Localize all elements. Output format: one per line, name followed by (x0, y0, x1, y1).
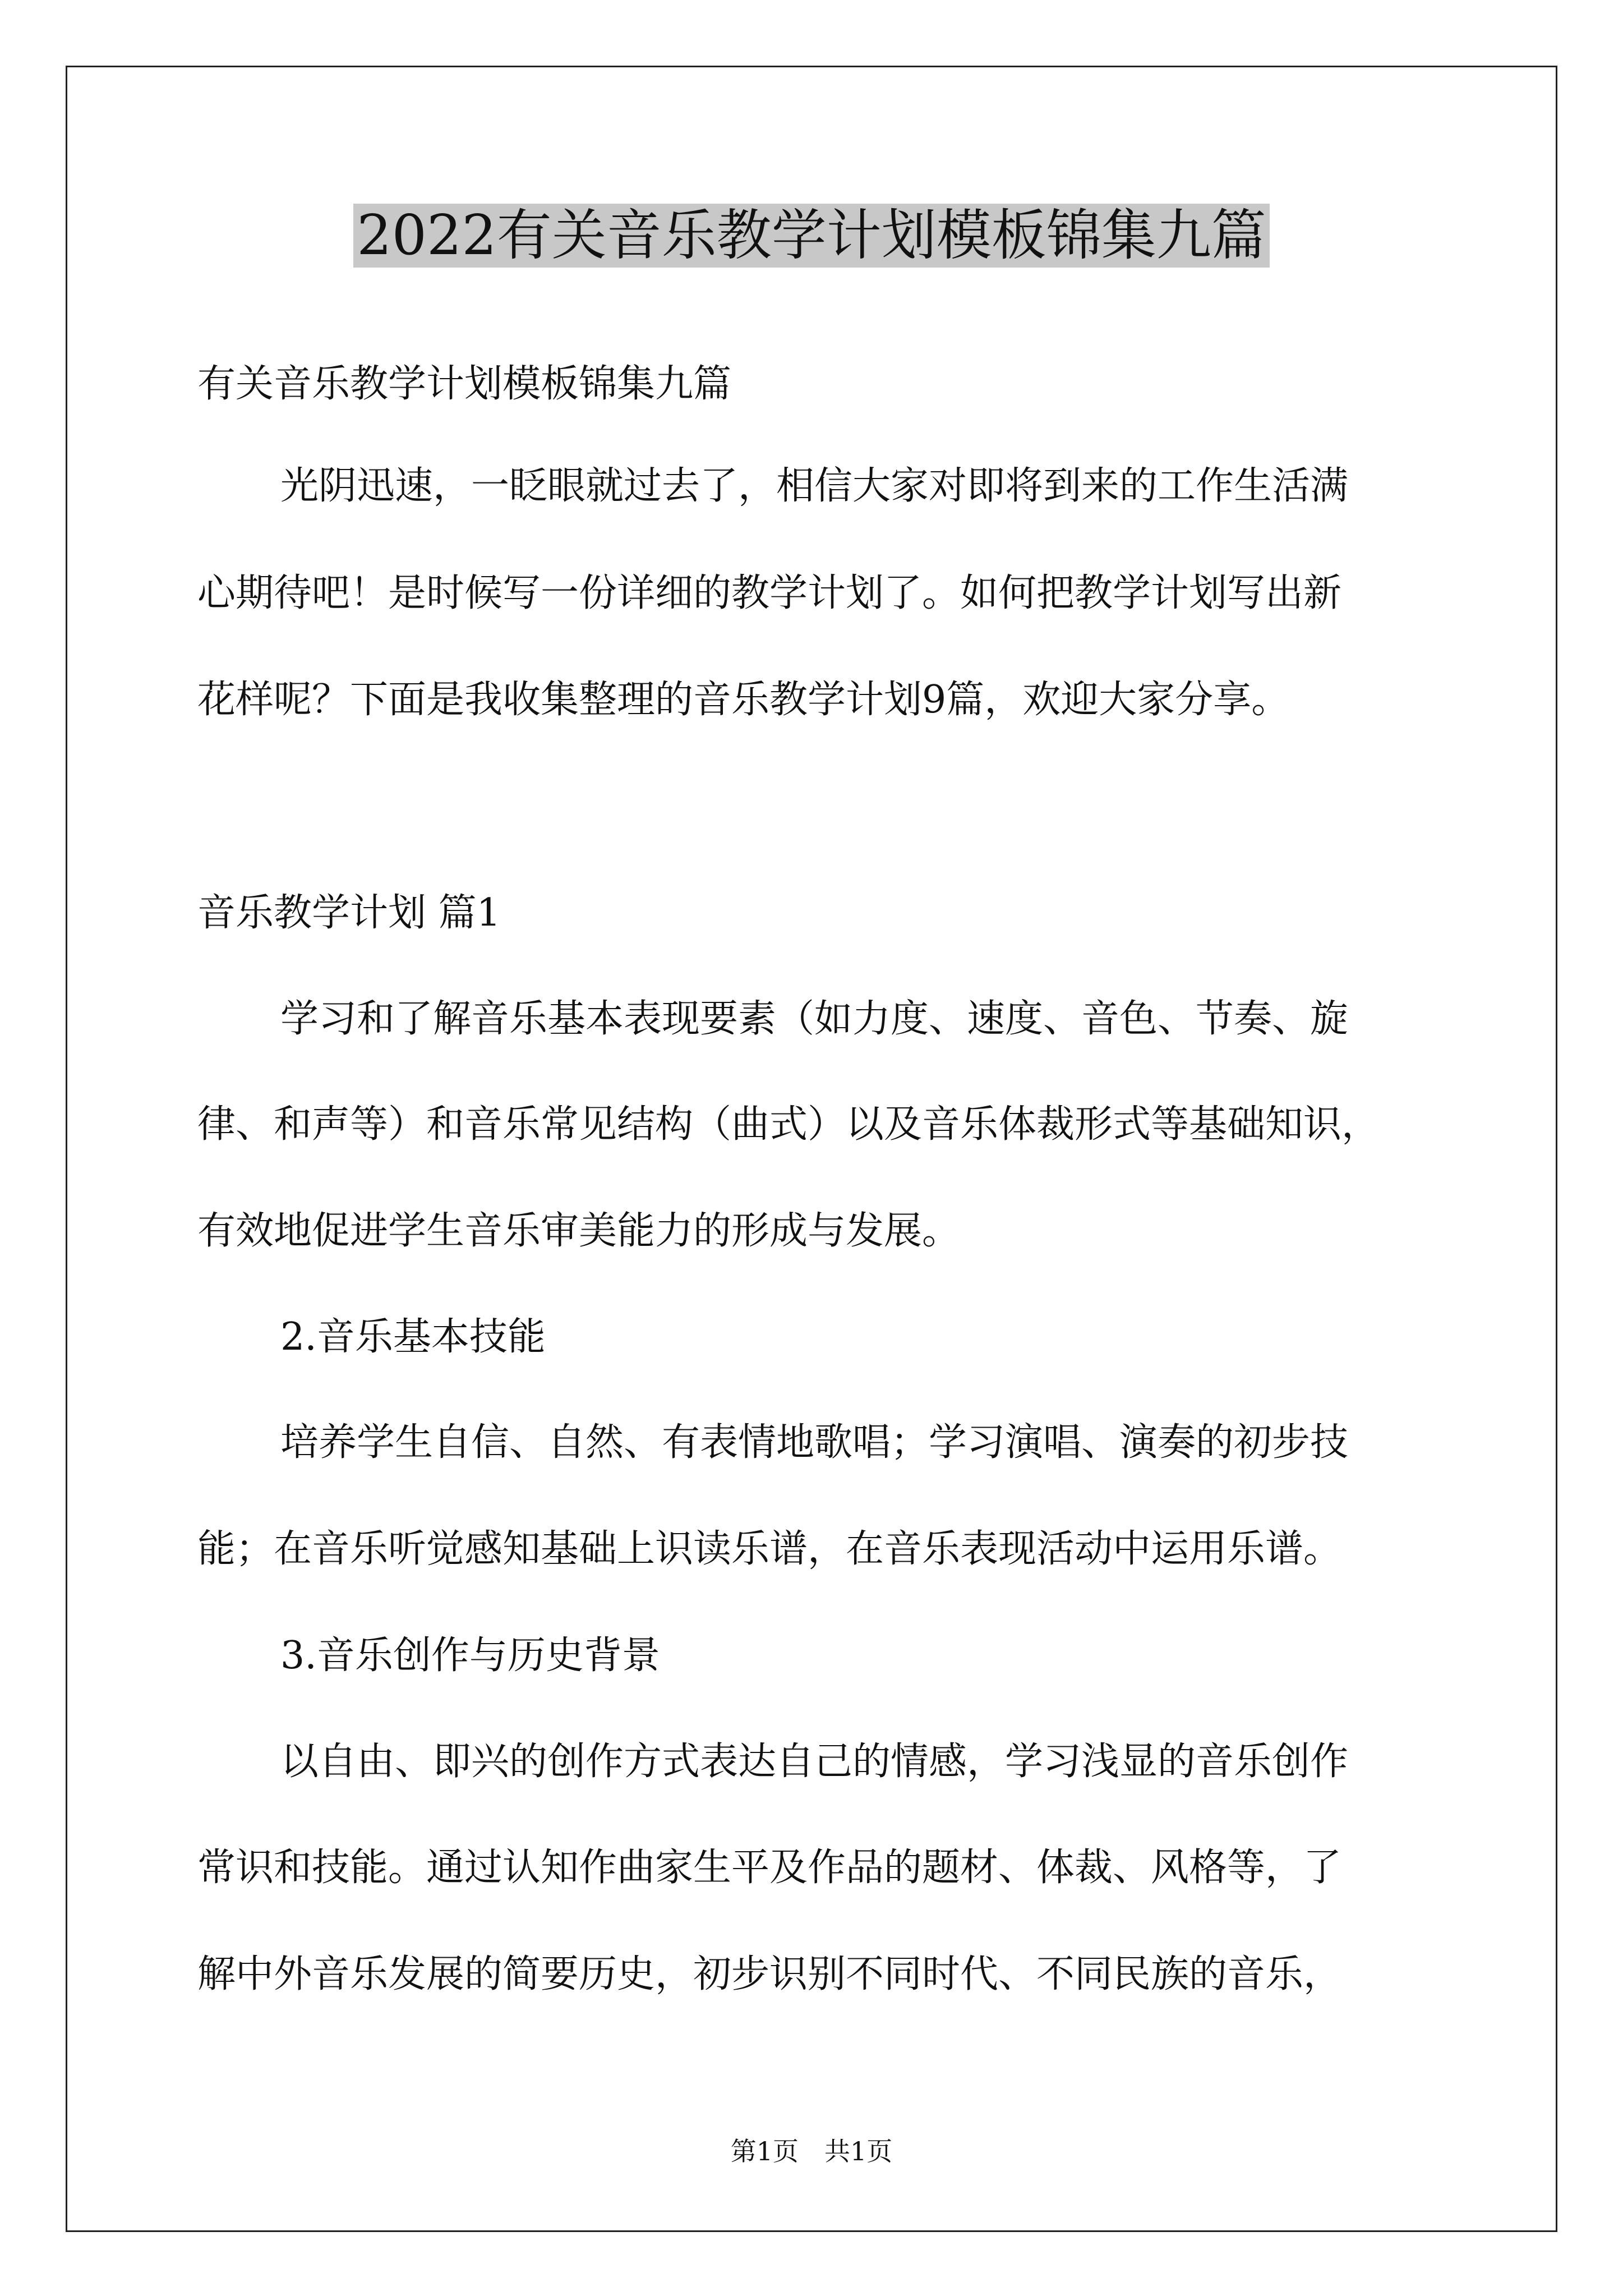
paragraph-line: 培养学生自信、自然、有表情地歌唱；学习演唱、演奏的初步技 (280, 1420, 1349, 1465)
paragraph-line: 有效地促进学生音乐审美能力的形成与发展。 (197, 1209, 961, 1253)
paragraph-line: 能；在音乐听觉感知基础上识读乐谱，在音乐表现活动中运用乐谱。 (197, 1527, 1342, 1571)
paragraph-line: 常识和技能。通过认知作曲家生平及作品的题材、体裁、风格等，了 (197, 1846, 1342, 1890)
document-title: 2022有关音乐教学计划模板锦集九篇 (0, 199, 1623, 272)
page-number: 第1页 共1页 (730, 2136, 893, 2166)
paragraph-line: 光阴迅速，一眨眼就过去了，相信大家对即将到来的工作生活满 (280, 464, 1349, 508)
paragraph-line: 律、和声等）和音乐常见结构（曲式）以及音乐体裁形式等基础知识， (197, 1102, 1380, 1147)
document-subtitle: 有关音乐教学计划模板锦集九篇 (197, 362, 732, 406)
paragraph-line: 解中外音乐发展的简要历史，初步识别不同时代、不同民族的音乐， (197, 1952, 1342, 1996)
subsection-heading: 2.音乐基本技能 (280, 1315, 546, 1359)
paragraph-line: 心期待吧！是时候写一份详细的教学计划了。如何把教学计划写出新 (197, 571, 1342, 615)
section-heading: 音乐教学计划 篇1 (197, 891, 501, 935)
paragraph-line: 以自由、即兴的创作方式表达自己的情感，学习浅显的音乐创作 (280, 1740, 1349, 1784)
paragraph-line: 花样呢？下面是我收集整理的音乐教学计划9篇，欢迎大家分享。 (197, 678, 1290, 722)
paragraph-line: 学习和了解音乐基本表现要素（如力度、速度、音色、节奏、旋 (280, 997, 1349, 1041)
subsection-heading: 3.音乐创作与历史背景 (280, 1634, 660, 1678)
